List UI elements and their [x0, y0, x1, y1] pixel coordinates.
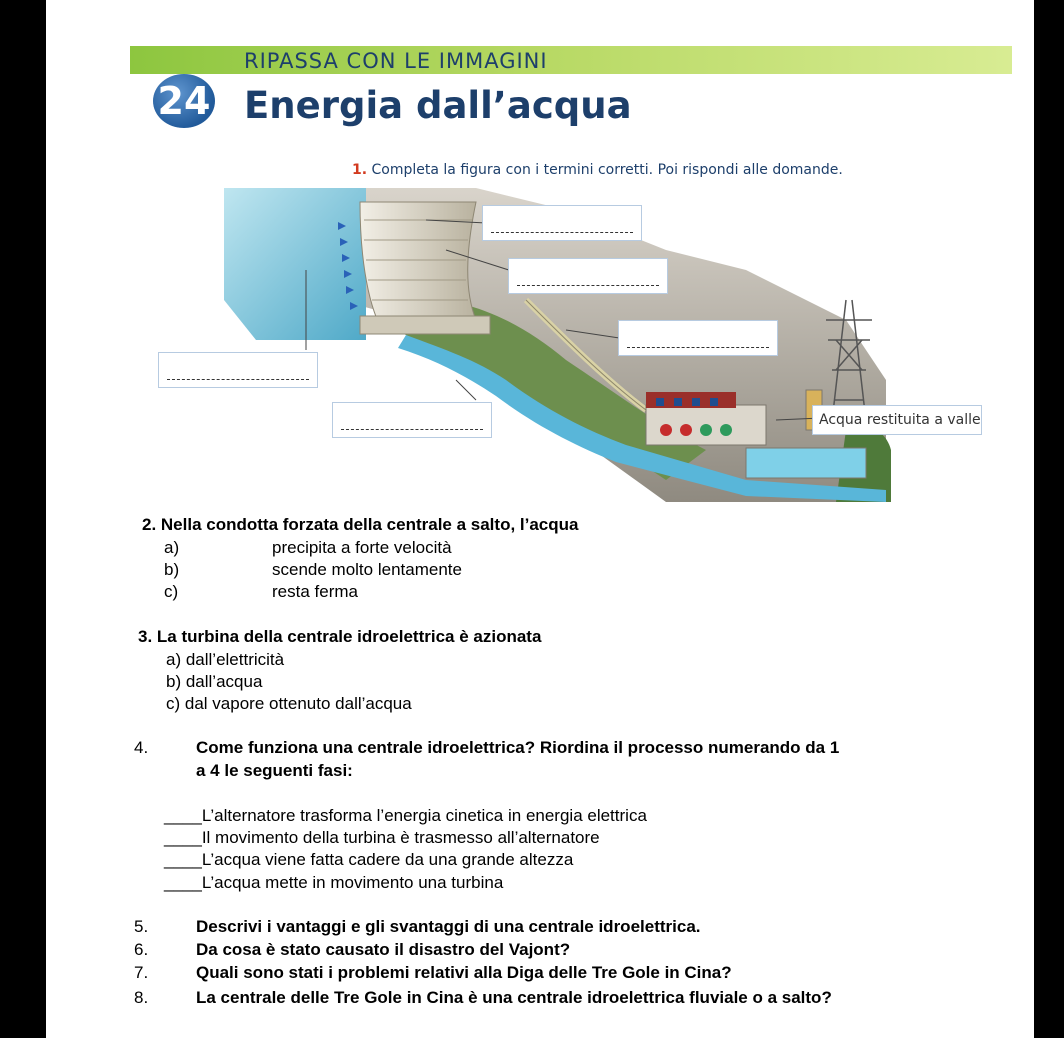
- question-2-option-c-letter: c): [164, 582, 179, 601]
- figure-label-acqua-restituita: Acqua restituita a valle: [812, 405, 982, 435]
- question-6-number: 6.: [134, 940, 149, 959]
- worksheet-page: [46, 0, 1034, 1038]
- question-2-option-c-text[interactable]: resta ferma: [272, 582, 358, 601]
- step-text: L’acqua viene fatta cadere da una grande altezza: [201, 850, 574, 869]
- question-8-text: La centrale delle Tre Gole in Cina è una centrale idroelettrica fluviale o a salto?: [196, 988, 832, 1007]
- exercise-1-number: 1.: [352, 162, 368, 178]
- question-4-step-3: [164, 850, 573, 870]
- question-3-option-b[interactable]: b) dall’acqua: [166, 672, 263, 691]
- step-text: L’acqua mette in movimento una turbina: [201, 873, 504, 892]
- question-3: 3. La turbina della centrale idroelettrica è azionata: [138, 627, 542, 646]
- question-2-option-b-text[interactable]: scende molto lentamente: [272, 560, 462, 579]
- unit-number-badge: 24: [153, 74, 215, 128]
- page-title: Energia dall’acqua: [244, 84, 632, 127]
- step-text: L’alternatore trasforma l’energia cinetica in energia elettrica: [201, 806, 647, 825]
- question-4-number: 4.: [134, 738, 149, 757]
- question-2-option-b-letter: b): [164, 560, 180, 579]
- question-7-text: Quali sono stati i problemi relativi alla Diga delle Tre Gole in Cina?: [196, 963, 732, 982]
- question-4-step-1: [164, 806, 647, 826]
- step-text: Il movimento della turbina è trasmesso all’alternatore: [201, 828, 600, 847]
- figure-answer-blank-2[interactable]: [508, 258, 668, 294]
- question-3-option-a[interactable]: a) dall’elettricità: [166, 650, 285, 669]
- figure-answer-blank-1[interactable]: [482, 205, 642, 241]
- question-4-step-2: [164, 828, 600, 848]
- figure-answer-blank-5[interactable]: [332, 402, 492, 438]
- exercise-1-text: Completa la figura con i termini corretti. Poi rispondi alle domande.: [371, 162, 843, 178]
- question-5-text: Descrivi i vantaggi e gli svantaggi di una centrale idroelettrica.: [196, 917, 701, 936]
- question-3-option-c[interactable]: c) dal vapore ottenuto dall’acqua: [166, 694, 412, 713]
- section-banner-label: RIPASSA CON LE IMMAGINI: [244, 49, 548, 73]
- question-4-step-4: [164, 873, 503, 893]
- question-2-option-a-text[interactable]: precipita a forte velocità: [272, 538, 452, 557]
- question-2-option-a-letter: a): [164, 538, 180, 557]
- question-2: 2. Nella condotta forzata della centrale a salto, l’acqua: [142, 515, 579, 534]
- question-7-number: 7.: [134, 963, 149, 982]
- order-blank[interactable]: ____: [164, 850, 202, 869]
- figure-answer-blank-3[interactable]: [618, 320, 778, 356]
- question-4-line-2: a 4 le seguenti fasi:: [196, 761, 353, 780]
- figure-answer-blank-4[interactable]: [158, 352, 318, 388]
- question-5-number: 5.: [134, 917, 149, 936]
- order-blank[interactable]: ____: [164, 806, 202, 825]
- order-blank[interactable]: ____: [164, 828, 202, 847]
- order-blank[interactable]: ____: [164, 873, 202, 892]
- question-8-number: 8.: [134, 988, 149, 1007]
- question-6-text: Da cosa è stato causato il disastro del Vajont?: [196, 940, 571, 959]
- exercise-1-instruction: [352, 162, 843, 178]
- question-4-line-1: Come funziona una centrale idroelettrica? Riordina il processo numerando da 1: [196, 738, 840, 757]
